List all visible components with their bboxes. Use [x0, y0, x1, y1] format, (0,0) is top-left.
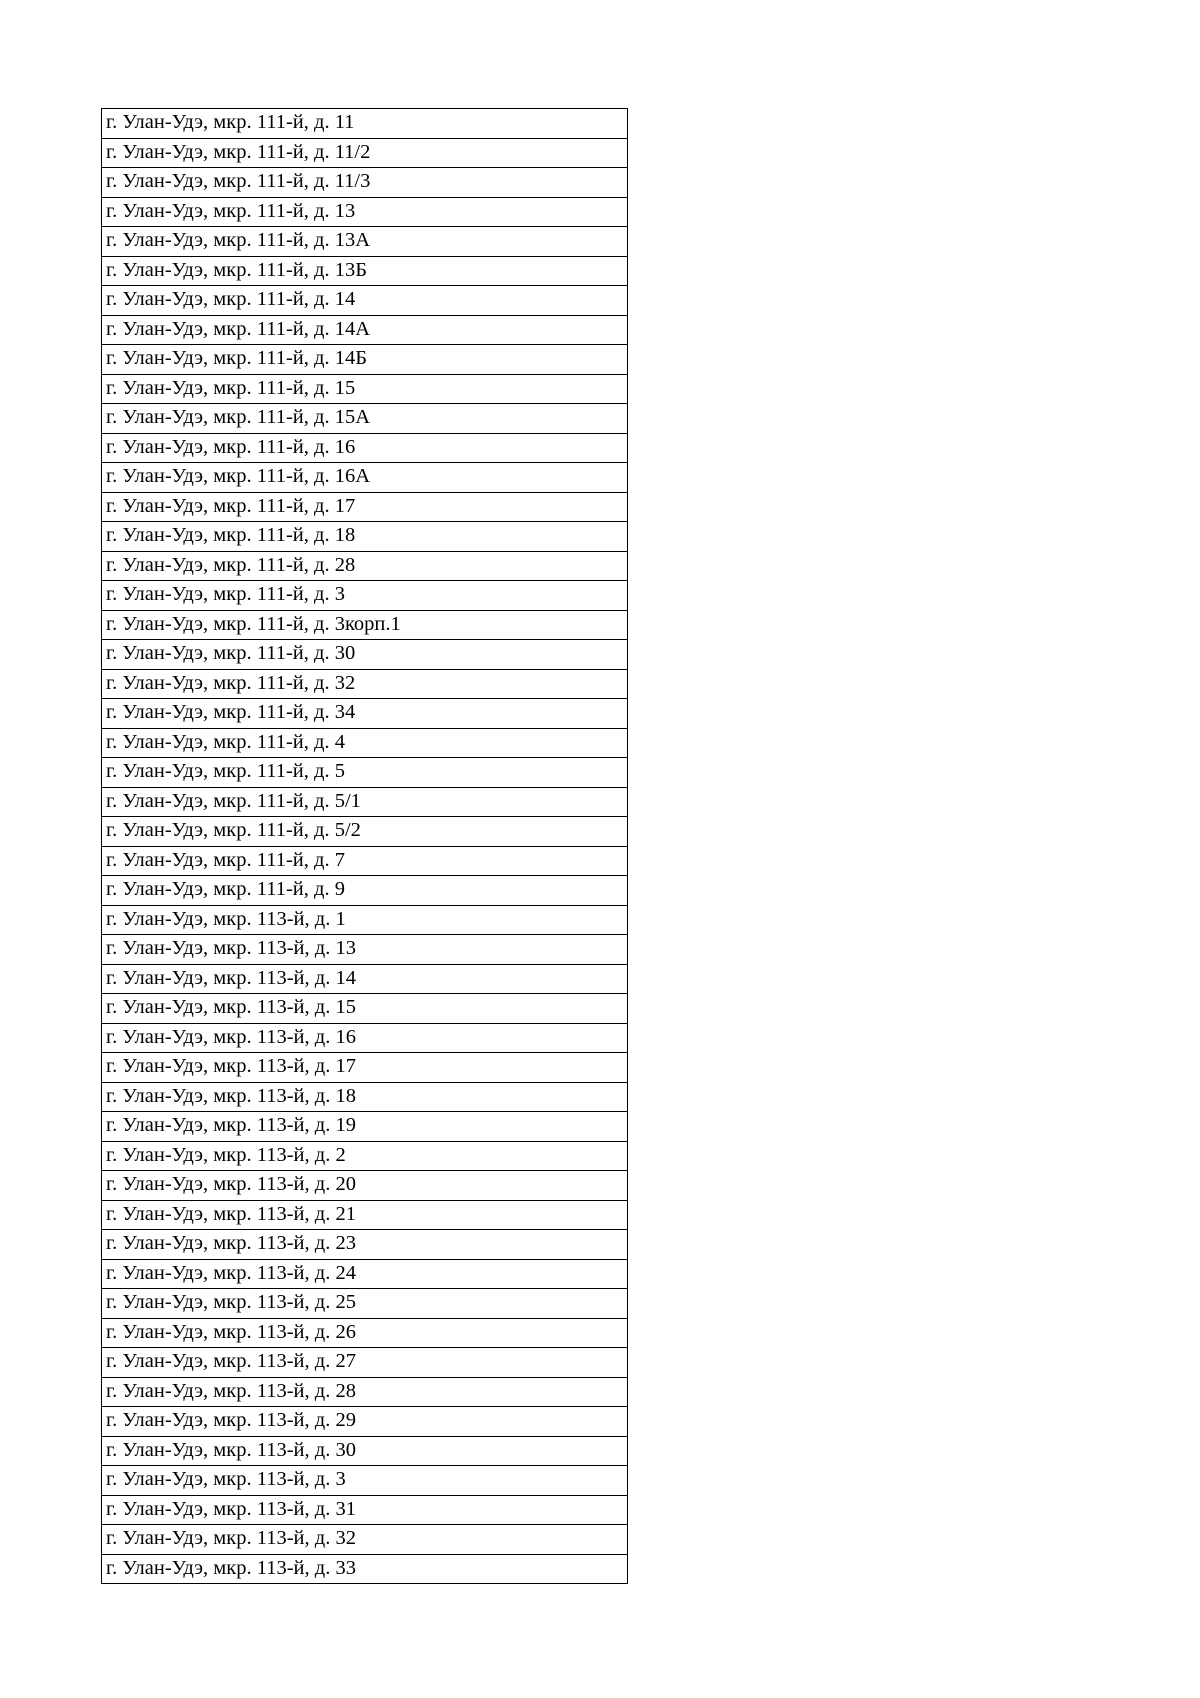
address-cell: г. Улан-Удэ, мкр. 111-й, д. 13А	[102, 227, 628, 257]
address-cell: г. Улан-Удэ, мкр. 113-й, д. 18	[102, 1082, 628, 1112]
table-row	[102, 1200, 628, 1230]
table-row	[102, 492, 628, 522]
address-cell: г. Улан-Удэ, мкр. 111-й, д. 16А	[102, 463, 628, 493]
table-row	[102, 1377, 628, 1407]
table-row	[102, 905, 628, 935]
address-cell: г. Улан-Удэ, мкр. 111-й, д. 34	[102, 699, 628, 729]
table-row	[102, 138, 628, 168]
address-cell: г. Улан-Удэ, мкр. 113-й, д. 24	[102, 1259, 628, 1289]
address-cell: г. Улан-Удэ, мкр. 111-й, д. 18	[102, 522, 628, 552]
table-row	[102, 1112, 628, 1142]
address-cell: г. Улан-Удэ, мкр. 113-й, д. 25	[102, 1289, 628, 1319]
address-cell: г. Улан-Удэ, мкр. 113-й, д. 21	[102, 1200, 628, 1230]
table-row	[102, 1495, 628, 1525]
table-row	[102, 817, 628, 847]
address-cell: г. Улан-Удэ, мкр. 111-й, д. 17	[102, 492, 628, 522]
table-row	[102, 286, 628, 316]
table-row	[102, 728, 628, 758]
table-row	[102, 463, 628, 493]
table-row	[102, 404, 628, 434]
table-row	[102, 846, 628, 876]
table-row	[102, 1466, 628, 1496]
table-row	[102, 1318, 628, 1348]
table-row	[102, 522, 628, 552]
address-cell: г. Улан-Удэ, мкр. 111-й, д. 32	[102, 669, 628, 699]
address-cell: г. Улан-Удэ, мкр. 113-й, д. 30	[102, 1436, 628, 1466]
address-cell: г. Улан-Удэ, мкр. 113-й, д. 32	[102, 1525, 628, 1555]
table-row	[102, 876, 628, 906]
address-cell: г. Улан-Удэ, мкр. 111-й, д. 13Б	[102, 256, 628, 286]
table-row	[102, 610, 628, 640]
address-cell: г. Улан-Удэ, мкр. 113-й, д. 14	[102, 964, 628, 994]
address-cell: г. Улан-Удэ, мкр. 113-й, д. 20	[102, 1171, 628, 1201]
table-row	[102, 1407, 628, 1437]
address-table	[101, 108, 628, 1584]
table-row	[102, 433, 628, 463]
table-row	[102, 374, 628, 404]
table-row	[102, 1348, 628, 1378]
table-row	[102, 1053, 628, 1083]
address-cell: г. Улан-Удэ, мкр. 113-й, д. 2	[102, 1141, 628, 1171]
address-cell: г. Улан-Удэ, мкр. 111-й, д. 7	[102, 846, 628, 876]
address-cell: г. Улан-Удэ, мкр. 113-й, д. 3	[102, 1466, 628, 1496]
address-cell: г. Улан-Удэ, мкр. 111-й, д. 28	[102, 551, 628, 581]
table-row	[102, 109, 628, 139]
address-cell: г. Улан-Удэ, мкр. 113-й, д. 19	[102, 1112, 628, 1142]
table-row	[102, 345, 628, 375]
table-row	[102, 1230, 628, 1260]
table-row	[102, 699, 628, 729]
table-row	[102, 256, 628, 286]
address-cell: г. Улан-Удэ, мкр. 111-й, д. 9	[102, 876, 628, 906]
address-cell: г. Улан-Удэ, мкр. 111-й, д. 3	[102, 581, 628, 611]
address-cell: г. Улан-Удэ, мкр. 111-й, д. 11/3	[102, 168, 628, 198]
table-row	[102, 1554, 628, 1584]
address-cell: г. Улан-Удэ, мкр. 111-й, д. 5	[102, 758, 628, 788]
address-cell: г. Улан-Удэ, мкр. 111-й, д. 13	[102, 197, 628, 227]
address-cell: г. Улан-Удэ, мкр. 111-й, д. 3корп.1	[102, 610, 628, 640]
address-cell: г. Улан-Удэ, мкр. 113-й, д. 17	[102, 1053, 628, 1083]
address-cell: г. Улан-Удэ, мкр. 113-й, д. 28	[102, 1377, 628, 1407]
address-cell: г. Улан-Удэ, мкр. 113-й, д. 31	[102, 1495, 628, 1525]
address-cell: г. Улан-Удэ, мкр. 113-й, д. 16	[102, 1023, 628, 1053]
address-cell: г. Улан-Удэ, мкр. 111-й, д. 11/2	[102, 138, 628, 168]
table-row	[102, 1436, 628, 1466]
table-row	[102, 994, 628, 1024]
table-row	[102, 787, 628, 817]
table-row	[102, 935, 628, 965]
address-cell: г. Улан-Удэ, мкр. 113-й, д. 33	[102, 1554, 628, 1584]
table-row	[102, 551, 628, 581]
table-row	[102, 581, 628, 611]
address-cell: г. Улан-Удэ, мкр. 111-й, д. 30	[102, 640, 628, 670]
table-row	[102, 1525, 628, 1555]
table-row	[102, 315, 628, 345]
address-cell: г. Улан-Удэ, мкр. 111-й, д. 15А	[102, 404, 628, 434]
address-cell: г. Улан-Удэ, мкр. 113-й, д. 27	[102, 1348, 628, 1378]
address-cell: г. Улан-Удэ, мкр. 111-й, д. 15	[102, 374, 628, 404]
address-cell: г. Улан-Удэ, мкр. 111-й, д. 14А	[102, 315, 628, 345]
table-row	[102, 964, 628, 994]
table-row	[102, 197, 628, 227]
address-cell: г. Улан-Удэ, мкр. 111-й, д. 5/1	[102, 787, 628, 817]
table-row	[102, 1023, 628, 1053]
address-cell: г. Улан-Удэ, мкр. 111-й, д. 4	[102, 728, 628, 758]
table-row	[102, 227, 628, 257]
table-row	[102, 669, 628, 699]
table-row	[102, 1289, 628, 1319]
address-cell: г. Улан-Удэ, мкр. 111-й, д. 14	[102, 286, 628, 316]
table-row	[102, 1259, 628, 1289]
table-row	[102, 1141, 628, 1171]
address-cell: г. Улан-Удэ, мкр. 113-й, д. 26	[102, 1318, 628, 1348]
address-cell: г. Улан-Удэ, мкр. 113-й, д. 29	[102, 1407, 628, 1437]
address-cell: г. Улан-Удэ, мкр. 111-й, д. 14Б	[102, 345, 628, 375]
table-row	[102, 758, 628, 788]
address-table-body	[102, 109, 628, 1584]
address-cell: г. Улан-Удэ, мкр. 111-й, д. 11	[102, 109, 628, 139]
table-row	[102, 168, 628, 198]
address-cell: г. Улан-Удэ, мкр. 113-й, д. 23	[102, 1230, 628, 1260]
address-cell: г. Улан-Удэ, мкр. 113-й, д. 13	[102, 935, 628, 965]
table-row	[102, 640, 628, 670]
address-cell: г. Улан-Удэ, мкр. 111-й, д. 16	[102, 433, 628, 463]
address-cell: г. Улан-Удэ, мкр. 113-й, д. 15	[102, 994, 628, 1024]
address-cell: г. Улан-Удэ, мкр. 111-й, д. 5/2	[102, 817, 628, 847]
table-row	[102, 1171, 628, 1201]
table-row	[102, 1082, 628, 1112]
address-cell: г. Улан-Удэ, мкр. 113-й, д. 1	[102, 905, 628, 935]
